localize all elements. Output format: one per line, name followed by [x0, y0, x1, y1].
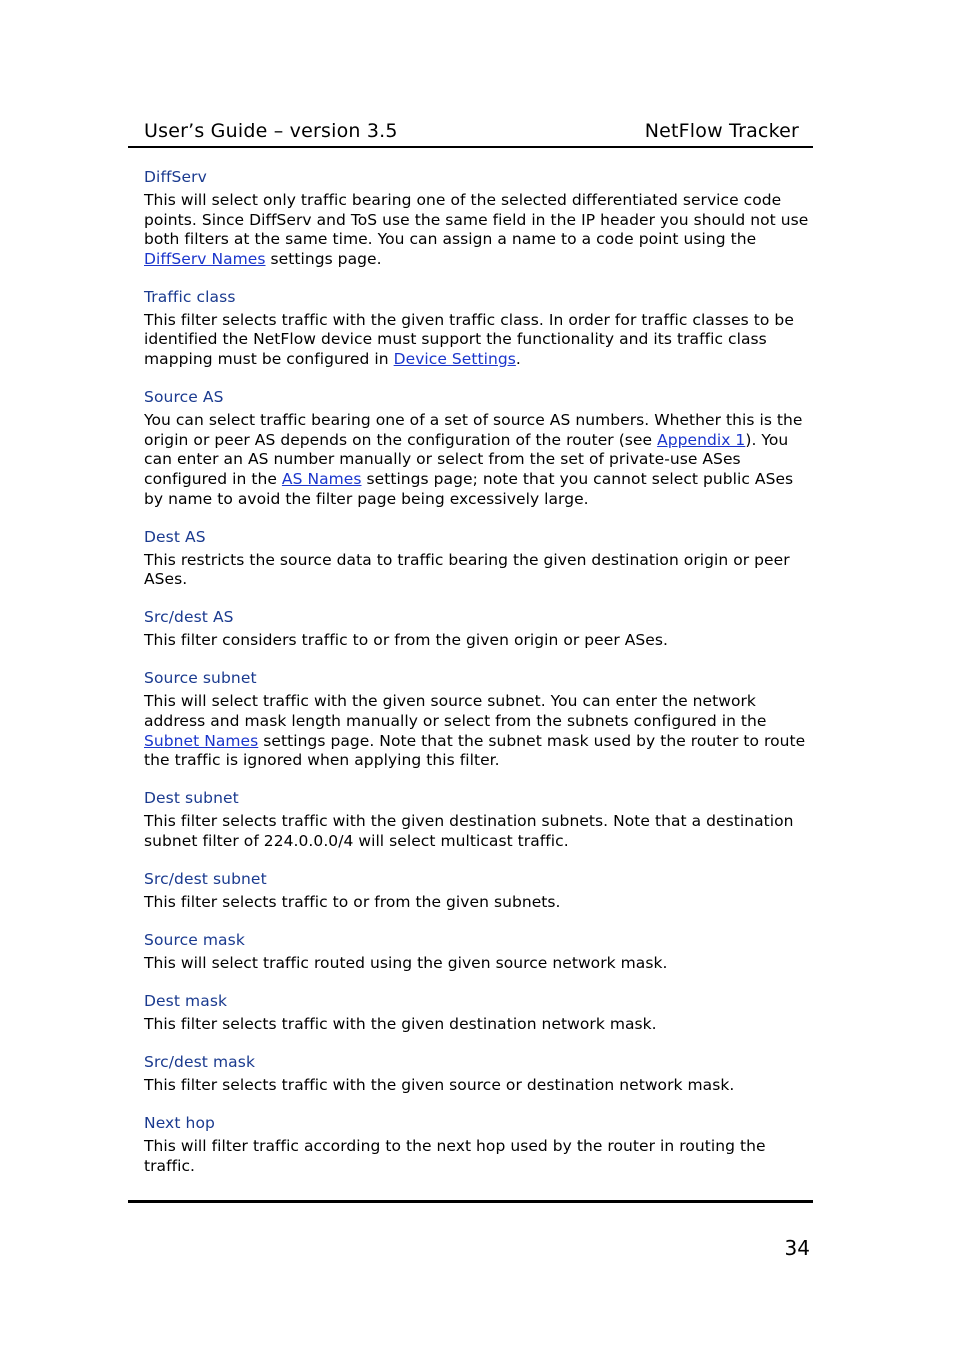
- section-heading-source-mask: Source mask: [144, 931, 245, 950]
- page-content: [144, 168, 812, 1195]
- section-heading-source-subnet: Source subnet: [144, 669, 257, 688]
- section-source-mask: [144, 931, 812, 974]
- link-subnet-names[interactable]: Subnet Names: [144, 731, 259, 750]
- section-body-source-as: [144, 411, 812, 509]
- section-body-traffic-class: [144, 311, 812, 370]
- section-body-dest-subnet: This filter selects traffic with the given destination subnets. Note that a destination subnet filter of 224.0.0.0/4 will select multicast traffic.: [144, 812, 794, 850]
- section-dest-as: [144, 528, 812, 590]
- link-appendix-1[interactable]: Appendix 1: [657, 430, 746, 449]
- section-diffserv: [144, 168, 812, 269]
- section-body-source-subnet: [144, 692, 812, 770]
- section-traffic-class: [144, 288, 812, 370]
- section-body-src-dest-subnet: This filter selects traffic to or from the given subnets.: [144, 892, 561, 911]
- guide-title: User’s Guide – version 3.5: [144, 120, 398, 142]
- link-diffserv-names[interactable]: DiffServ Names: [144, 249, 266, 268]
- body-text: This will select only traffic bearing one of the selected differentiated service code points. Since DiffServ and ToS use the same field in the IP header you should not use both filters at the same time. You can assign a name to a code point using the: [144, 191, 809, 249]
- section-source-as: [144, 388, 812, 509]
- section-heading-dest-as: Dest AS: [144, 527, 206, 546]
- body-text: This will select traffic with the given source subnet. You can enter the network address and mask length manually or select from the subnets configured in the: [144, 692, 767, 730]
- section-heading-dest-subnet: Dest subnet: [144, 789, 239, 808]
- section-source-subnet: [144, 669, 812, 770]
- product-name: NetFlow Tracker: [644, 120, 799, 142]
- body-text: settings page.: [265, 249, 382, 268]
- body-text: settings page; note that you cannot select public ASes by name to avoid the filter page being excessively large.: [144, 469, 794, 508]
- section-body-source-mask: This will select traffic routed using the given source network mask.: [144, 954, 668, 973]
- section-heading-src-dest-subnet: Src/dest subnet: [144, 869, 267, 888]
- section-heading-src-dest-as: Src/dest AS: [144, 608, 234, 627]
- body-text: .: [515, 350, 521, 369]
- page-header: [128, 118, 813, 148]
- section-dest-subnet: [144, 789, 812, 851]
- section-next-hop: [144, 1114, 812, 1176]
- section-heading-source-as: Source AS: [144, 388, 224, 407]
- section-src-dest-subnet: [144, 870, 812, 913]
- section-body-src-dest-as: This filter considers traffic to or from the given origin or peer ASes.: [144, 631, 668, 650]
- section-src-dest-mask: [144, 1053, 812, 1096]
- body-text: ). You can enter an AS number manually or select from the set of private-use ASes configured in the: [144, 430, 789, 488]
- section-heading-diffserv: DiffServ: [144, 168, 207, 186]
- page-number: 34: [784, 1236, 810, 1260]
- section-heading-dest-mask: Dest mask: [144, 992, 228, 1011]
- section-heading-traffic-class: Traffic class: [144, 287, 236, 306]
- section-heading-src-dest-mask: Src/dest mask: [144, 1053, 256, 1072]
- section-heading-next-hop: Next hop: [144, 1114, 215, 1133]
- link-device-settings[interactable]: Device Settings: [393, 350, 516, 369]
- body-text: settings page. Note that the subnet mask used by the router to route the traffic is ignored when applying this filter.: [144, 731, 806, 770]
- body-text: This filter selects traffic with the given traffic class. In order for traffic classes to be identified the NetFlow device must support the functionality and its traffic class mapping must be configured in: [144, 310, 794, 369]
- link-as-names[interactable]: AS Names: [281, 469, 362, 488]
- section-body-next-hop: This will filter traffic according to the next hop used by the router in routing the traffic.: [144, 1137, 766, 1175]
- section-body-src-dest-mask: This filter selects traffic with the given source or destination network mask.: [144, 1076, 735, 1095]
- section-body-diffserv: [144, 191, 812, 269]
- footer-divider: [128, 1200, 813, 1203]
- section-src-dest-as: [144, 608, 812, 651]
- section-body-dest-mask: This filter selects traffic with the given destination network mask.: [144, 1015, 657, 1034]
- body-text: You can select traffic bearing one of a set of source AS numbers. Whether this is the origin or peer AS depends on the configuration of the router (see: [144, 411, 803, 449]
- section-dest-mask: [144, 992, 812, 1035]
- section-body-dest-as: This restricts the source data to traffic bearing the given destination origin or peer ASes.: [144, 550, 790, 589]
